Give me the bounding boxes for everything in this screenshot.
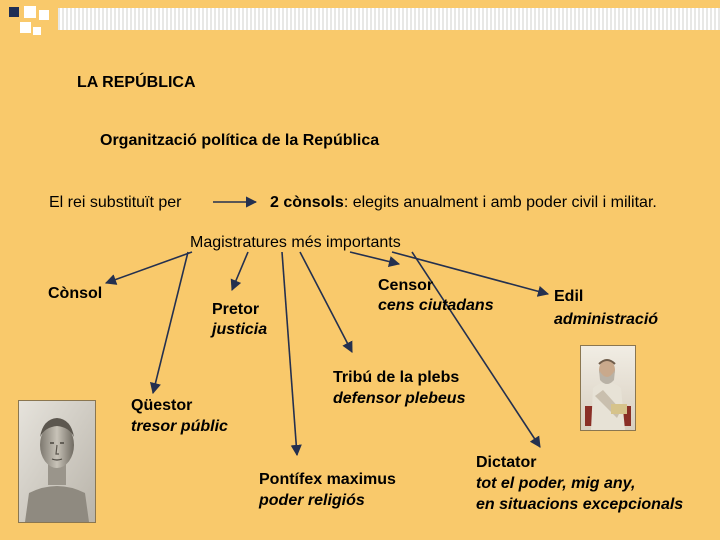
- page-subtitle: Organització política de la República: [100, 132, 380, 149]
- page-title: LA REPÚBLICA: [77, 74, 196, 91]
- magistratures-label: Magistratures més importants: [190, 234, 401, 251]
- consuls-bold: 2 cònsols: [270, 194, 344, 211]
- seated-figure-photo: [580, 345, 636, 431]
- edil-role: administració: [554, 311, 659, 328]
- arrow-to-pretor: [232, 252, 248, 290]
- arrow-to-censor: [350, 252, 399, 264]
- pontifex-role: poder religiós: [259, 492, 365, 509]
- pretor-role: justicia: [212, 321, 268, 338]
- consuls-description: : elegits anualment i amb poder civil i militar.: [343, 194, 657, 211]
- magistrate-edil: Edil: [554, 288, 584, 305]
- roman-bust-photo: [18, 400, 96, 523]
- magistrate-dictator: Dictator: [476, 454, 537, 471]
- magistrate-tribu: Tribú de la plebs: [333, 369, 460, 386]
- arrow-to-questor: [153, 252, 188, 393]
- magistrate-censor: Censor: [378, 277, 434, 294]
- arrow-to-tribu: [300, 252, 352, 352]
- arrow-to-pontifex: [282, 252, 297, 455]
- intro-left-text: El rei substituït per: [49, 194, 182, 211]
- questor-role: tresor públic: [131, 418, 228, 435]
- magistrate-pontifex: Pontífex maximus: [259, 471, 396, 488]
- dictator-role-line2: en situacions excepcionals: [476, 496, 684, 513]
- magistrate-questor: Qüestor: [131, 397, 193, 414]
- tribu-role: defensor plebeus: [333, 390, 466, 407]
- magistrate-consol: Cònsol: [48, 285, 103, 302]
- magistrate-pretor: Pretor: [212, 301, 260, 318]
- intro-consuls-text: [270, 193, 657, 212]
- dictator-role-line1: tot el poder, mig any,: [476, 475, 636, 492]
- arrow-to-consol: [106, 252, 192, 283]
- censor-role: cens ciutadans: [378, 297, 494, 314]
